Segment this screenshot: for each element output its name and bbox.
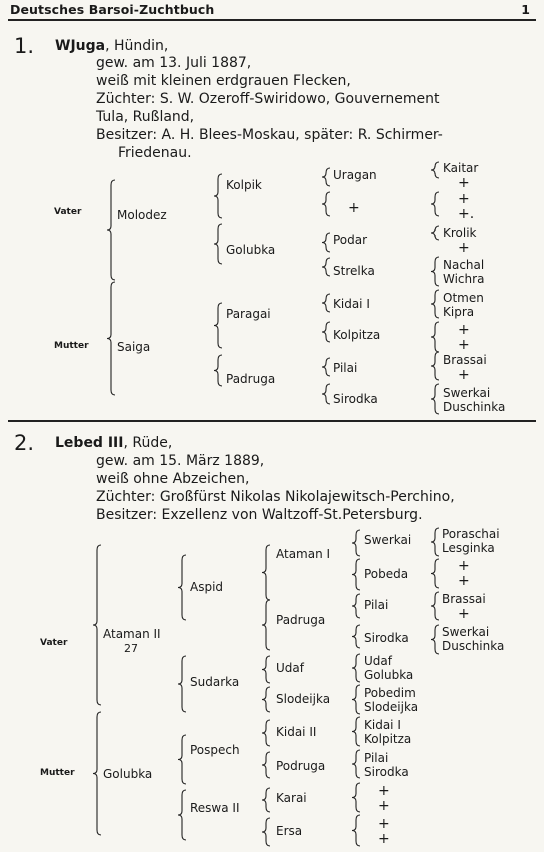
pedigree-brace bbox=[178, 735, 186, 784]
gen3-name: Podar bbox=[333, 233, 368, 247]
entry-line: weiß mit kleinen erdgrauen Flecken, bbox=[96, 73, 351, 89]
gen4-name: Krolik bbox=[443, 226, 477, 240]
gen4-name: Kipra bbox=[443, 305, 475, 319]
gen4-name: Slodeijka bbox=[364, 700, 419, 714]
gen5-name: Brassai bbox=[442, 592, 486, 606]
unknown-cross: + bbox=[378, 798, 390, 814]
gen3-name: Ataman I bbox=[276, 547, 331, 561]
unknown-cross: + bbox=[458, 367, 470, 383]
pedigree-brace bbox=[322, 168, 330, 186]
pedigree-brace bbox=[262, 752, 270, 778]
pedigree-brace bbox=[431, 384, 439, 414]
sire-brace bbox=[107, 180, 115, 280]
gen2-name: Reswa II bbox=[190, 801, 240, 815]
gen3-name: Ersa bbox=[276, 824, 303, 838]
gen3-name: Slodeijka bbox=[276, 692, 331, 706]
pedigree-brace bbox=[352, 654, 360, 682]
sire-name: Ataman II bbox=[103, 627, 161, 641]
gen3-name: Podruga bbox=[276, 759, 326, 773]
gen3-name: Pilai bbox=[333, 361, 358, 375]
unknown-cross: + bbox=[458, 175, 470, 191]
sire-label: Vater bbox=[54, 207, 82, 217]
pedigree-brace bbox=[431, 192, 439, 216]
sire-brace bbox=[93, 545, 101, 705]
pedigree-brace bbox=[431, 162, 439, 178]
gen3-name: Uragan bbox=[333, 168, 377, 182]
pedigree-brace bbox=[431, 625, 439, 654]
pedigree-brace bbox=[214, 303, 222, 348]
pedigree-brace bbox=[431, 322, 439, 352]
dam-brace bbox=[107, 282, 115, 395]
dam-label: Mutter bbox=[54, 341, 89, 351]
entry-number: 2. bbox=[14, 431, 35, 455]
pedigree-brace bbox=[262, 600, 270, 650]
pedigree-brace bbox=[431, 592, 439, 620]
pedigree-brace bbox=[352, 594, 360, 618]
unknown-cross: + bbox=[458, 240, 470, 256]
pedigree-brace bbox=[214, 355, 222, 386]
entry-line: weiß ohne Abzeichen, bbox=[96, 471, 250, 487]
unknown-cross: + bbox=[348, 200, 360, 216]
gen2-name: Sudarka bbox=[190, 675, 240, 689]
pedigree-brace bbox=[431, 352, 439, 380]
pedigree-brace bbox=[431, 257, 439, 286]
pedigree-brace bbox=[431, 559, 439, 588]
gen3-name: Sirodka bbox=[333, 392, 378, 406]
gen3-name: Kidai I bbox=[333, 297, 370, 311]
dog-name: Lebed III bbox=[55, 435, 124, 451]
gen2-name: Kolpik bbox=[226, 178, 262, 192]
unknown-cross: + bbox=[458, 558, 470, 574]
pedigree-brace bbox=[352, 625, 360, 648]
pedigree-brace bbox=[262, 818, 270, 846]
gen5-name: Swerkai bbox=[442, 625, 490, 639]
pedigree-brace bbox=[178, 656, 186, 712]
pedigree-brace bbox=[214, 224, 222, 264]
pedigree-brace bbox=[322, 294, 330, 312]
gen2-name: Aspid bbox=[190, 580, 224, 594]
entry-line: gew. am 13. Juli 1887, bbox=[96, 55, 252, 71]
pedigree-brace bbox=[352, 815, 360, 846]
pedigree-brace bbox=[262, 656, 270, 683]
pedigree-brace bbox=[431, 226, 439, 240]
gen4-name: Sirodka bbox=[364, 765, 409, 779]
gen4-name: Pobeda bbox=[364, 567, 409, 581]
entry-line: Friedenau. bbox=[118, 145, 192, 161]
gen2-name: Pospech bbox=[190, 743, 240, 757]
gen3-name: Udaf bbox=[276, 661, 304, 675]
gen2-name: Golubka bbox=[226, 243, 276, 257]
pedigree-brace bbox=[352, 559, 360, 590]
gen2-name: Padruga bbox=[226, 372, 276, 386]
gen4-name: Duschinka bbox=[443, 400, 506, 414]
gen4-name: Pobedim bbox=[364, 686, 416, 700]
pedigree-brace bbox=[431, 528, 439, 556]
unknown-cross: + bbox=[458, 191, 470, 207]
gen3-name: Padruga bbox=[276, 613, 326, 627]
dog-sex: , Rüde, bbox=[123, 435, 173, 451]
sire-name: Molodez bbox=[117, 208, 167, 222]
pedigree-brace bbox=[431, 290, 439, 318]
pedigree-brace bbox=[352, 685, 360, 714]
entry-line: Besitzer: A. H. Blees-Moskau, später: R. Schirmer- bbox=[96, 127, 443, 143]
dog-sex: , Hündin, bbox=[105, 38, 169, 54]
entry-line: Züchter: Großfürst Nikolas Nikolajewitsch-Perchino, bbox=[96, 489, 455, 505]
gen4-name: Brassai bbox=[443, 353, 487, 367]
gen4-name: Otmen bbox=[443, 291, 484, 305]
gen5-name: Poraschai bbox=[442, 527, 500, 541]
gen4-name: Swerkai bbox=[443, 386, 491, 400]
pedigree-brace bbox=[262, 545, 270, 600]
gen3-name: Karai bbox=[276, 791, 307, 805]
gen5-name: Duschinka bbox=[442, 639, 505, 653]
sire-number: 27 bbox=[124, 642, 138, 655]
entry-line: Tula, Rußland, bbox=[96, 109, 195, 125]
pedigree-brace bbox=[352, 717, 360, 746]
unknown-cross: +. bbox=[458, 206, 475, 222]
pedigree-brace bbox=[352, 783, 360, 812]
gen4-name: Pilai bbox=[364, 598, 389, 612]
gen4-name: Wichra bbox=[443, 272, 485, 286]
gen4-name: Pilai bbox=[364, 751, 389, 765]
pedigree-brace bbox=[322, 192, 330, 216]
unknown-cross: + bbox=[458, 573, 470, 589]
sire-label: Vater bbox=[40, 638, 68, 648]
unknown-cross: + bbox=[458, 322, 470, 338]
unknown-cross: + bbox=[378, 783, 390, 799]
entry-line: Besitzer: Exzellenz von Waltzoff-St.Petersburg. bbox=[96, 507, 423, 523]
pedigree-brace bbox=[262, 687, 270, 712]
unknown-cross: + bbox=[378, 816, 390, 832]
gen4-name: Swerkai bbox=[364, 533, 412, 547]
running-header: Deutsches Barsoi-Zuchtbuch bbox=[10, 2, 215, 17]
pedigree-brace bbox=[262, 788, 270, 812]
pedigree-brace bbox=[322, 258, 330, 276]
pedigree-brace bbox=[352, 530, 360, 556]
gen3-name: Kidai II bbox=[276, 725, 317, 739]
gen3-name: Strelka bbox=[333, 264, 375, 278]
gen4-name: Udaf bbox=[364, 654, 392, 668]
pedigree-brace bbox=[322, 233, 330, 252]
pedigree-brace bbox=[352, 750, 360, 778]
unknown-cross: + bbox=[378, 831, 390, 847]
gen4-name: Kolpitza bbox=[364, 732, 412, 746]
dam-name: Saiga bbox=[117, 340, 151, 354]
dam-label: Mutter bbox=[40, 768, 75, 778]
dog-name: WJuga bbox=[55, 38, 106, 54]
pedigree-brace bbox=[322, 358, 330, 376]
dam-brace bbox=[93, 712, 101, 835]
unknown-cross: + bbox=[458, 337, 470, 353]
pedigree-brace bbox=[322, 384, 330, 404]
entry-line: Züchter: S. W. Ozeroff-Swiridowo, Gouvernement bbox=[96, 91, 440, 107]
gen3-name: Kolpitza bbox=[333, 328, 381, 342]
gen4-name: Kidai I bbox=[364, 718, 401, 732]
pedigree-brace bbox=[214, 174, 222, 218]
unknown-cross: + bbox=[458, 606, 470, 622]
pedigree-brace bbox=[178, 555, 186, 620]
gen4-name: Nachal bbox=[443, 258, 485, 272]
pedigree-brace bbox=[262, 720, 270, 746]
pedigree-brace bbox=[178, 790, 186, 840]
page-number: 1 bbox=[521, 2, 530, 17]
entry-line: gew. am 15. März 1889, bbox=[96, 453, 265, 469]
gen5-name: Lesginka bbox=[442, 541, 495, 555]
gen4-name: Golubka bbox=[364, 668, 414, 682]
gen2-name: Paragai bbox=[226, 307, 271, 321]
dam-name: Golubka bbox=[103, 767, 153, 781]
pedigree-brace bbox=[322, 322, 330, 342]
entry-number: 1. bbox=[14, 34, 35, 58]
gen4-name: Sirodka bbox=[364, 631, 409, 645]
gen4-name: Kaitar bbox=[443, 161, 479, 175]
